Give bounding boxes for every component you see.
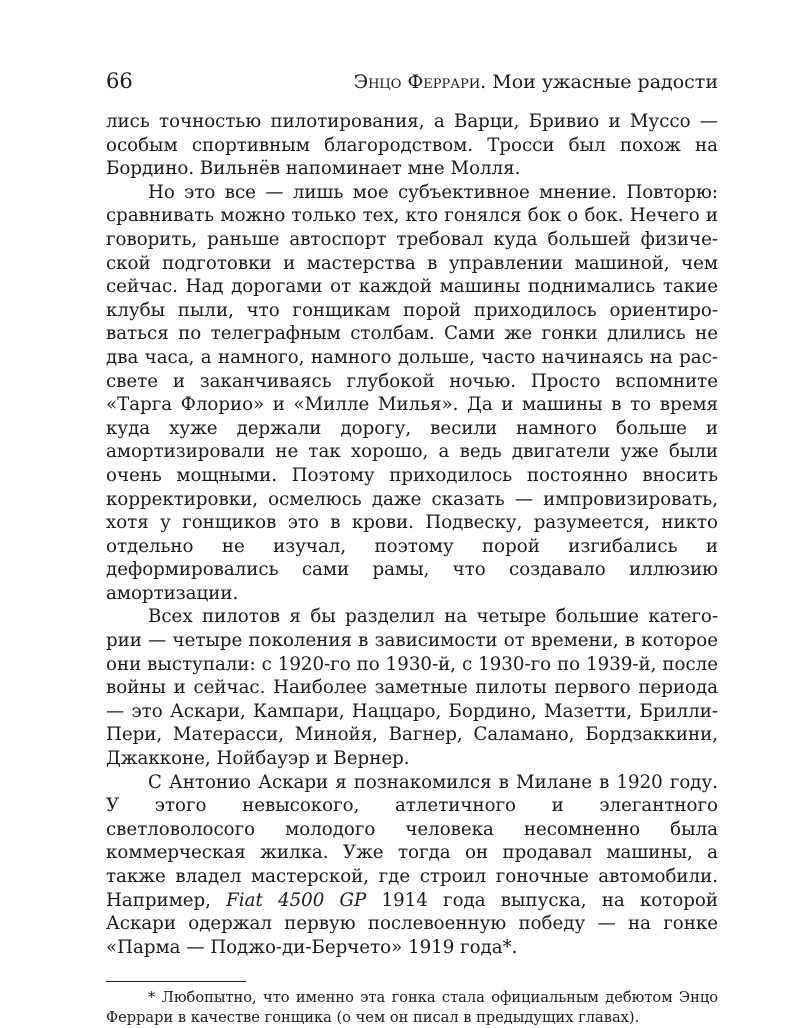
paragraph [106,181,718,606]
running-head [106,68,718,94]
paragraph [106,771,718,960]
paragraph [106,605,718,770]
body-text [106,110,718,959]
author-name: Энцо Феррари [353,71,481,93]
title-separator: . [480,71,493,93]
book-page [106,68,718,1028]
footnote-divider [106,981,246,982]
footnote: * Любопытно, что именно эта гонка стала официальным дебютом Энцо Феррари в качестве гонщика (о чем он писал в предыдущих главах). [106,989,718,1027]
paragraph-text: С Антонио Аскари я познакомился в Милане в 1920 году. У этого невысокого, атлетичного и элегантного светловолосого молодого человека несомненно была коммерческая жилка. Уже тогда он продавал машины, а также владел мастерской, где строил гоночные автомобили. Например, [106,771,718,911]
page-number: 66 [106,69,133,93]
running-title [354,69,718,95]
paragraph-text: Но это все — лишь мое субъективное мнение. Повторю: сравнивать можно только тех, кто гонялся бок о бок. Нечего и говорить, раньше автоспорт требовал куда большей физической подготовки и мастерства в управлении машиной, чем сейчас. Над дорогами от каждой машины поднимались такие клубы пыли, что гонщикам порой приходилось ориентироваться по телеграфным столбам. Сами же гонки длились не два часа, а намного, намного дольше, часто начинаясь на рассвете и заканчиваясь глубокой ночью. Просто вспомните «Тарга Флорио» и «Милле Милья». Да и машины в то время куда хуже держали дорогу, весили намного больше и амортизировали не так хорошо, а ведь двигатели уже были очень мощными. Поэтому приходилось постоянно вносить корректировки, осмелюсь даже сказать — импровизировать, хотя у гонщиков это в крови. Подвеску, разумеется, никто отдельно не изучал, поэтому порой изгибались и деформировались сами рамы, что создавало иллюзию амортизации. [106,181,718,604]
paragraph-text: Всех пилотов я бы разделил на четыре большие категории — четыре поколения в зависимости от времени, в которое они выступали: с 1920-го по 1930-й, с 1930-го по 1939-й, после войны и сейчас. Наиболее заметные пилоты первого периода — это Аскари, Кампари, Наццаро, Бордино, Мазетти, Брилли-Пери, Матерасси, Минойя, Вагнер, Саламано, Бордзаккини, Джакконе, Нойбауэр и Вернер. [106,606,718,770]
paragraph [106,110,718,181]
paragraph-text: лись точностью пилотирования, а Варци, Бривио и Муссо — особым спортивным благородством. Тросси был похож на Бордино. Вильнёв напоминает мне Молля. [106,111,718,180]
book-title: Мои ужасные радости [492,71,718,93]
paragraph-text: 1914 года выпуска, на которой Аскари одержал первую послевоенную победу — на гонке «Парма — Поджо-ди-Берчето» 1919 года*. [106,889,719,958]
italic-text: Fiat 4500 GP [226,889,367,911]
